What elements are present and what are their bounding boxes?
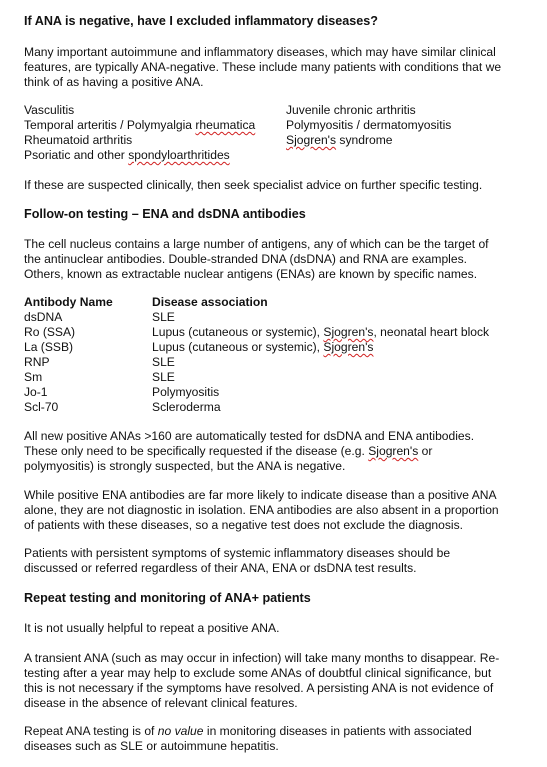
disease-item: Vasculitis bbox=[24, 103, 75, 117]
table-header bbox=[24, 295, 540, 310]
text-line: alone, they are not diagnostic in isolation. ENA antibodies are also absent in a proportion bbox=[24, 503, 499, 517]
spelling-flag: Sjogren's bbox=[323, 340, 374, 354]
disease-item: Sjogren's syndrome bbox=[286, 133, 393, 147]
column-header-antibody: Antibody Name bbox=[24, 295, 113, 309]
antibody-table bbox=[24, 295, 540, 415]
text-line: testing after a year may help to exclude some ANAs of doubtful clinical significance, but bbox=[24, 666, 492, 680]
text-line: the antinuclear antibodies. Double-stranded DNA (dsDNA) and RNA are examples. bbox=[24, 252, 467, 266]
repeat-paragraph: It is not usually helpful to repeat a positive ANA. bbox=[24, 621, 280, 635]
text-line: polymyositis) is strongly suspected, but the ANA is negative. bbox=[24, 459, 346, 473]
table-row: RNP SLE bbox=[24, 355, 175, 369]
disease-list bbox=[24, 103, 540, 165]
text-line: features, are typically ANA-negative. These include many patients with conditions that we bbox=[24, 60, 502, 74]
text-line: The cell nucleus contains a large number of antigens, any of which can be the target of bbox=[24, 237, 489, 251]
spelling-flag: Sjogren's bbox=[286, 133, 337, 147]
text-line: diseases such as SLE or autoimmune hepatitis. bbox=[24, 739, 279, 753]
table-row: Sm SLE bbox=[24, 370, 175, 384]
disease-item: Psoriatic and other spondyloarthritides bbox=[24, 148, 230, 162]
spelling-flag: Sjogren's bbox=[368, 444, 419, 458]
text-line: Repeat ANA testing is of no value in monitoring diseases in patients with associated bbox=[24, 724, 472, 738]
disease-item: Juvenile chronic arthritis bbox=[286, 103, 416, 117]
monitoring-paragraph bbox=[24, 724, 540, 754]
text-line: Others, known as extractable nuclear antigens (ENAs) are known by specific names. bbox=[24, 267, 478, 281]
disease-item: Rheumatoid arthritis bbox=[24, 133, 133, 147]
disease-item: Temporal arteritis / Polymyalgia rheumatica bbox=[24, 118, 256, 132]
text-line: think of as having a positive ANA. bbox=[24, 75, 204, 89]
text-line: These only need to be specifically requested if the disease (e.g. Sjogren's or bbox=[24, 444, 433, 458]
text-line: Patients with persistent symptoms of systemic inflammatory diseases should be bbox=[24, 546, 451, 560]
referral-paragraph bbox=[24, 546, 540, 576]
column-header-disease: Disease association bbox=[152, 295, 268, 309]
text-line: All new positive ANAs >160 are automatically tested for dsDNA and ENA antibodies. bbox=[24, 429, 475, 443]
table-row: La (SSB) Lupus (cutaneous or systemic), Sjogren's bbox=[24, 340, 374, 354]
table-row: Ro (SSA) Lupus (cutaneous or systemic), Sjogren's, neonatal heart block bbox=[24, 325, 490, 339]
text-line: Many important autoimmune and inflammatory diseases, which may have similar clinical bbox=[24, 45, 496, 59]
section-heading-follow-on: Follow-on testing – ENA and dsDNA antibodies bbox=[24, 207, 306, 221]
closing-text: If these are suspected clinically, then seek specialist advice on further specific testing. bbox=[24, 178, 483, 192]
table-row: Jo-1 Polymyositis bbox=[24, 385, 220, 399]
ena-diagnostic-paragraph bbox=[24, 488, 540, 533]
section-heading-repeat-testing: Repeat testing and monitoring of ANA+ patients bbox=[24, 591, 311, 605]
transient-ana-paragraph bbox=[24, 651, 540, 711]
table-row: Scl-70 Scleroderma bbox=[24, 400, 221, 414]
section-heading-ana-negative: If ANA is negative, have I excluded inflammatory diseases? bbox=[24, 14, 378, 28]
disease-list-right bbox=[286, 103, 451, 148]
text-line: While positive ENA antibodies are far more likely to indicate disease than a positive ANA bbox=[24, 488, 497, 502]
spelling-flag: spondyloarthritides bbox=[128, 148, 230, 162]
auto-testing-paragraph bbox=[24, 429, 540, 474]
emphasis-text: no value bbox=[157, 724, 204, 738]
antigen-paragraph bbox=[24, 237, 540, 282]
intro-paragraph bbox=[24, 45, 540, 90]
table-row: dsDNA SLE bbox=[24, 310, 175, 324]
text-line: A transient ANA (such as may occur in infection) will take many months to disappear. Re- bbox=[24, 651, 500, 665]
spelling-flag: rheumatica bbox=[195, 118, 256, 132]
text-line: of patients with these diseases, so a negative test does not exclude the diagnosis. bbox=[24, 518, 464, 532]
disease-list-left bbox=[24, 103, 255, 163]
text-line: discussed or referred regardless of their ANA, ENA or dsDNA test results. bbox=[24, 561, 417, 575]
disease-item: Polymyositis / dermatomyositis bbox=[286, 118, 452, 132]
text-line: this is not necessary if the symptoms have resolved. A persisting ANA is not evidence of bbox=[24, 681, 494, 695]
text-line: disease in the absence of relevant clinical features. bbox=[24, 696, 298, 710]
spelling-flag: Sjogren's bbox=[323, 325, 374, 339]
